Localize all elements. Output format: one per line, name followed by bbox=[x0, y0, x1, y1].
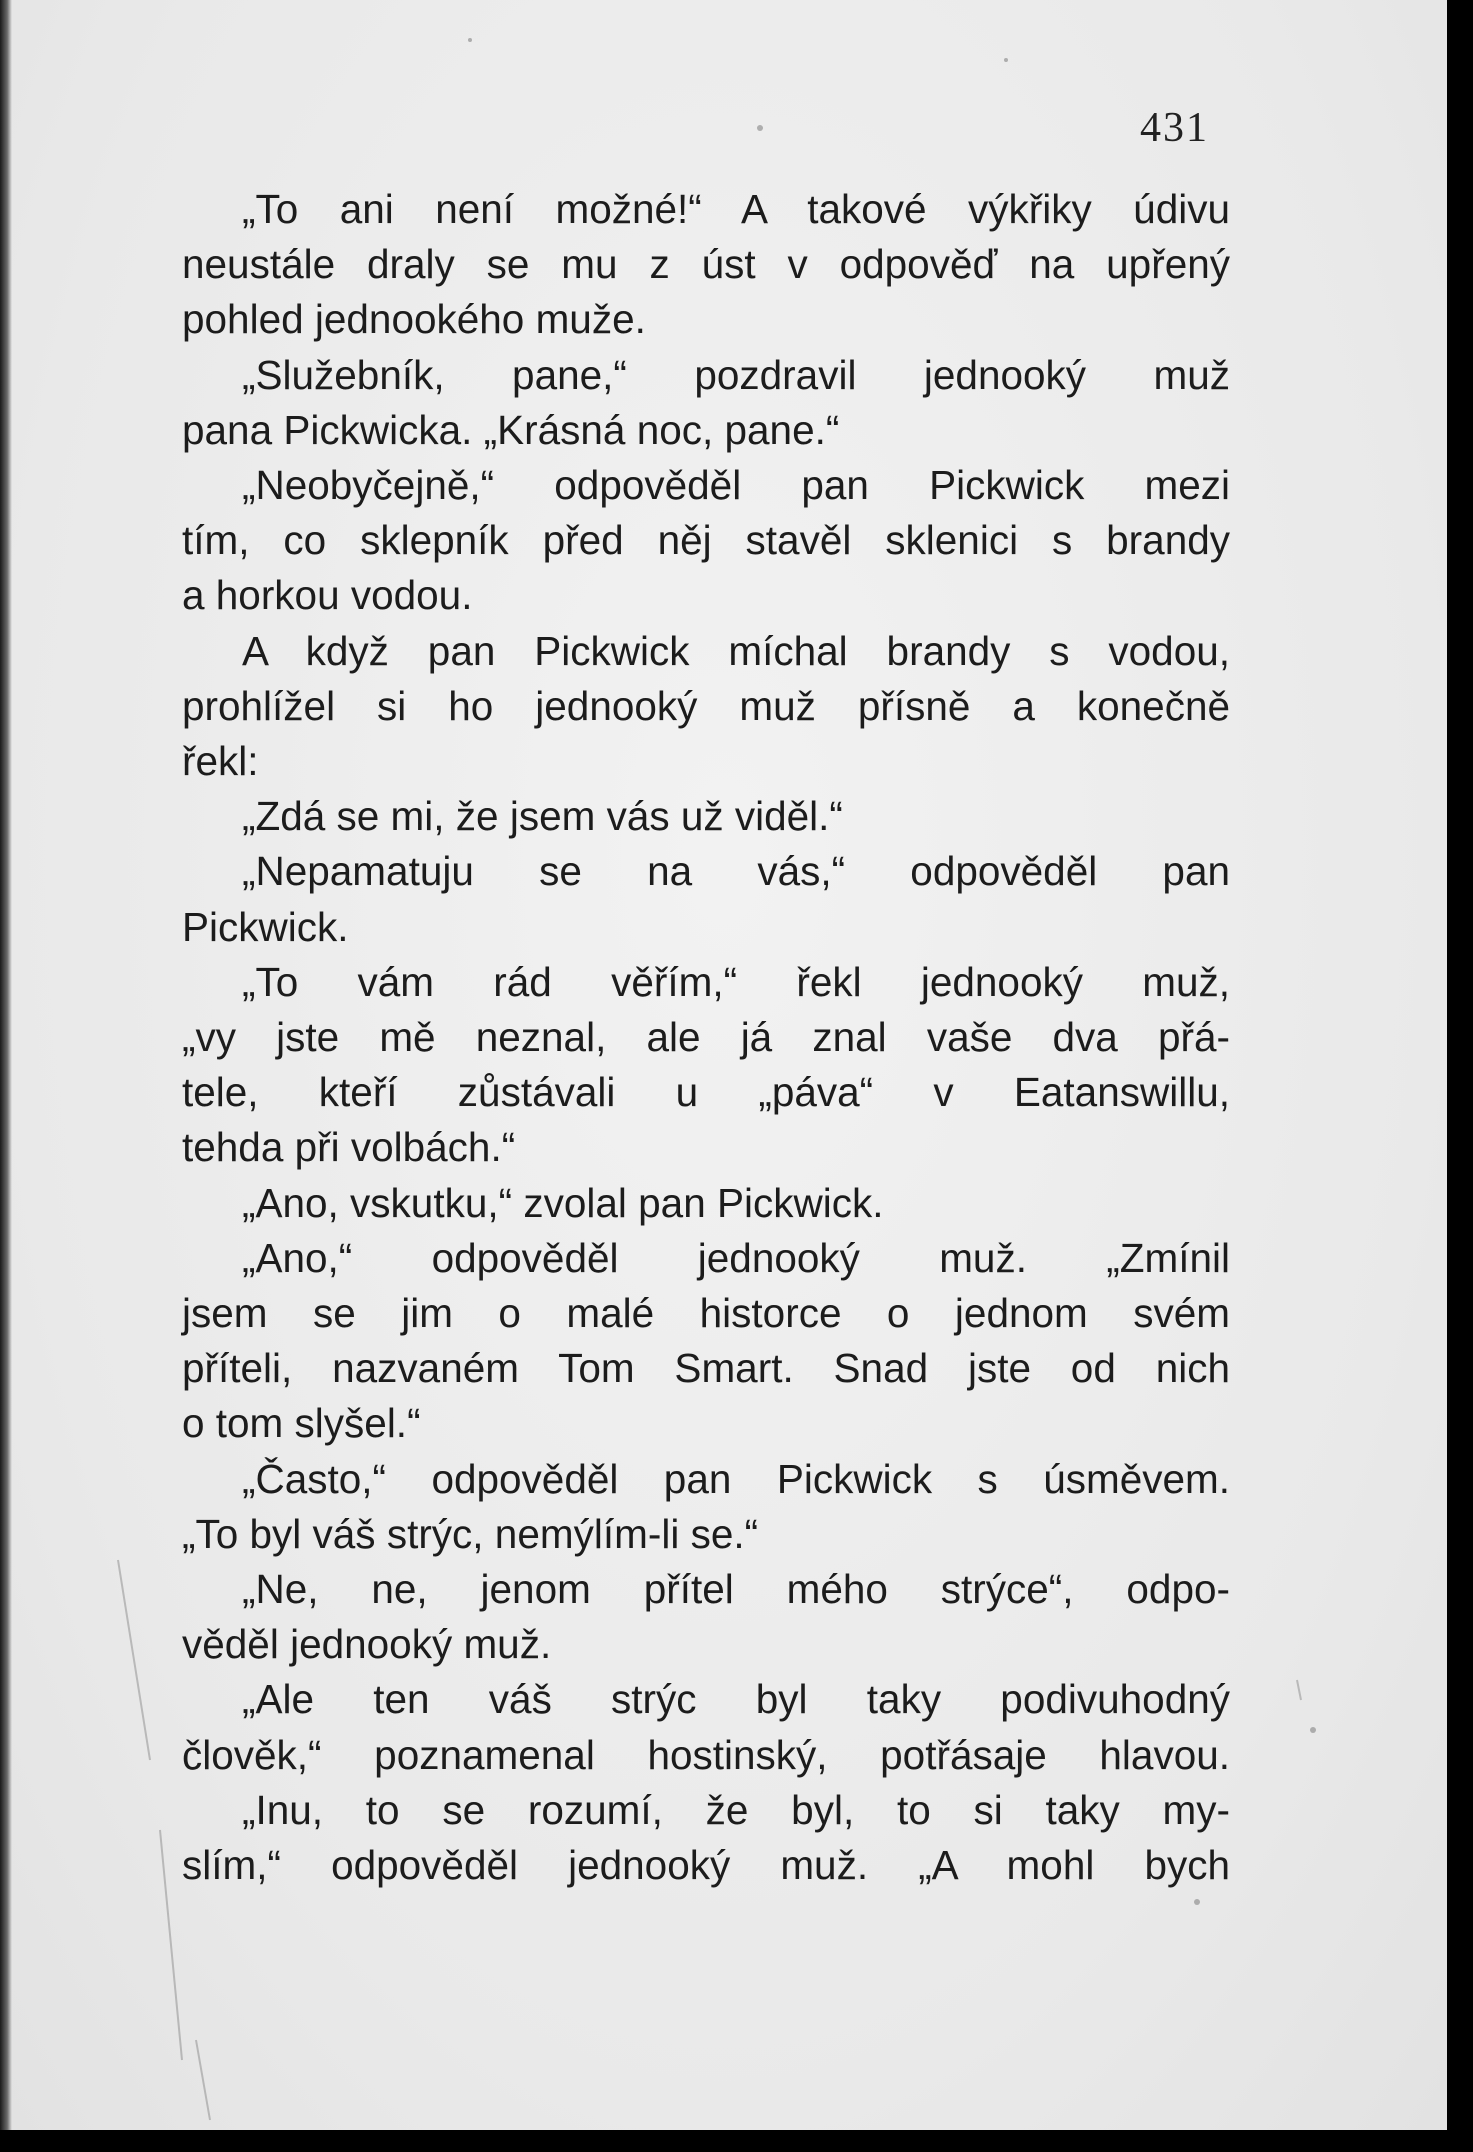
text-line: „Služebník, pane,“ pozdravil jednooký muž bbox=[242, 351, 1230, 398]
text-line: prohlížel si ho jednooký muž přísně a konečně bbox=[182, 682, 1230, 729]
text-line: „To vám rád věřím,“ řekl jednooký muž, bbox=[242, 958, 1230, 1005]
text-line: řekl: bbox=[182, 738, 259, 785]
text-line: „Neobyčejně,“ odpověděl pan Pickwick mezi bbox=[242, 462, 1230, 509]
page-binding-edge bbox=[0, 0, 12, 2130]
text-line: „Ano, vskutku,“ zvolal pan Pickwick. bbox=[242, 1179, 884, 1226]
text-line: „vy jste mě neznal, ale já znal vaše dva přá- bbox=[182, 1014, 1230, 1061]
text-line: tele, kteří zůstávali u „páva“ v Eatanswillu, bbox=[182, 1069, 1230, 1116]
text-line: „Ale ten váš strýc byl taky podivuhodný bbox=[242, 1676, 1230, 1723]
text-line: „Inu, to se rozumí, že byl, to si taky my- bbox=[242, 1786, 1230, 1833]
page-number: 431 bbox=[1140, 105, 1209, 151]
text-line: a horkou vodou. bbox=[182, 572, 473, 619]
text-line: jsem se jim o malé historce o jednom svém bbox=[182, 1290, 1230, 1337]
body-text bbox=[182, 182, 1230, 1893]
text-line: příteli, nazvaném Tom Smart. Snad jste od nich bbox=[182, 1345, 1230, 1392]
text-line: pana Pickwicka. „Krásná noc, pane.“ bbox=[182, 406, 840, 453]
text-line: věděl jednooký muž. bbox=[182, 1621, 552, 1668]
text-line: pohled jednookého muže. bbox=[182, 296, 646, 343]
text-line: „Ano,“ odpověděl jednooký muž. „Zmínil bbox=[242, 1234, 1230, 1281]
text-line: neustále draly se mu z úst v odpověď na upřený bbox=[182, 241, 1230, 288]
text-line: Pickwick. bbox=[182, 903, 349, 950]
text-line: „Často,“ odpověděl pan Pickwick s úsměvem. bbox=[242, 1455, 1230, 1502]
text-line: o tom slyšel.“ bbox=[182, 1400, 421, 1447]
text-line: „To ani není možné!“ A takové výkřiky údivu bbox=[242, 186, 1230, 232]
text-line: „Zdá se mi, že jsem vás už viděl.“ bbox=[242, 793, 843, 840]
text-line: slím,“ odpověděl jednooký muž. „A mohl bych bbox=[182, 1842, 1230, 1889]
text-line: A když pan Pickwick míchal brandy s vodou, bbox=[242, 627, 1230, 674]
text-line: tím, co sklepník před něj stavěl sklenici s brandy bbox=[182, 517, 1230, 564]
text-line: „To byl váš strýc, nemýlím-li se.“ bbox=[182, 1510, 759, 1557]
text-line: „Ne, ne, jenom přítel mého strýce“, odpo- bbox=[242, 1566, 1230, 1613]
text-line: člověk,“ poznamenal hostinský, potřásaje hlavou. bbox=[182, 1731, 1230, 1778]
text-line: „Nepamatuju se na vás,“ odpověděl pan bbox=[242, 848, 1230, 895]
text-line: tehda při volbách.“ bbox=[182, 1124, 516, 1171]
